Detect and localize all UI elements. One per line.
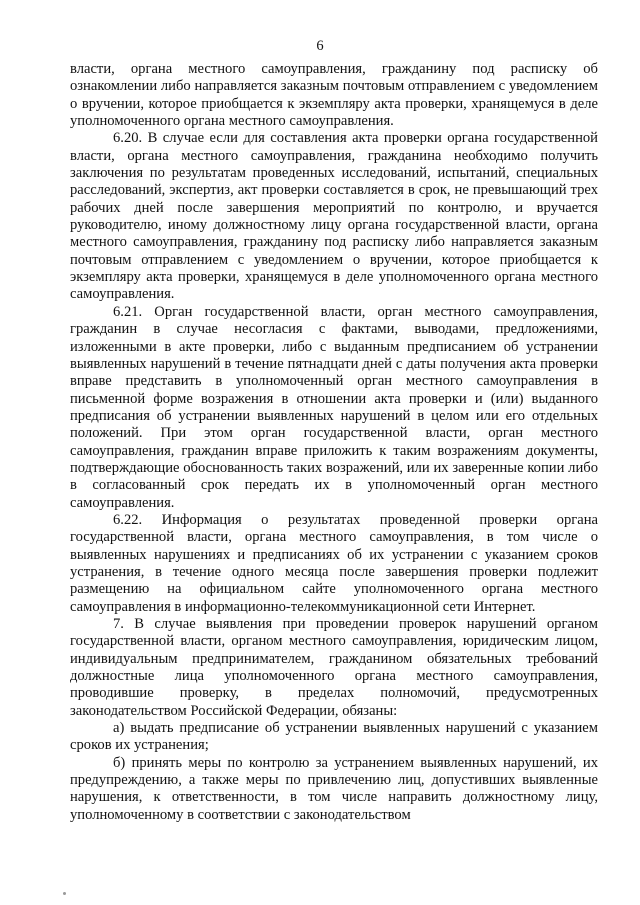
paragraph-7-b: б) принять меры по контролю за устранением выявленных нарушений, их предупреждению, а также меры по привлечению лиц, допустивших выявленные нарушения, к ответственности, в том числе направить должностному лицу, уполномоченному в соответствии с законодательством <box>70 754 598 823</box>
paragraph-6-20: 6.20. В случае если для составления акта проверки органа государственной власти, органа местного самоуправления, гражданина необходимо получить заключения по результатам проведенных исследований, испытаний, специальных расследований, экспертиз, акт проверки составляется в срок, не превышающий трех рабочих дней после завершения мероприятий по контролю, и вручается руководителю, иному должностному лицу органа государственной власти, органа местного самоуправления, гражданину под расписку либо направляется заказным почтовым отправлением с уведомлением о вручении, которое приобщается к экземпляру акта проверки, хранящемуся в деле уполномоченного органа местного самоуправления. <box>70 130 598 303</box>
paragraph-7: 7. В случае выявления при проведении проверок нарушений органом государственной власти, органом местного самоуправления, юридическим лицом, индивидуальным предпринимателем, гражданином обязательных требований должностные лица уполномоченного органа местного самоуправления, проводившие проверку, в пределах полномочий, предусмотренных законодательством Российской Федерации, обязаны: <box>70 616 598 719</box>
scan-artifact <box>63 892 66 895</box>
page-number: 6 <box>316 38 324 54</box>
paragraph-6-22: 6.22. Информация о результатах проведенной проверки органа государственной власти, органа местного самоуправления, в том числе о выявленных нарушениях и предписаниях об их устранении с указанием сроков устранения, в течение одного месяца после завершения проверки подлежит размещению на официальном сайте уполномоченного органа местного самоуправления в информационно-телекоммуникационной сети Интернет. <box>70 511 598 615</box>
document-body <box>70 61 598 824</box>
paragraph-7-a: а) выдать предписание об устранении выявленных нарушений с указанием сроков их устранения; <box>70 720 598 754</box>
paragraph-continuation: власти, органа местного самоуправления, гражданину под расписку об ознакомлении либо направляется заказным почтовым отправлением с уведомлением о вручении, которое приобщается к экземпляру акта проверки, хранящемуся в деле уполномоченного органа местного самоуправления. <box>70 61 598 130</box>
paragraph-6-21: 6.21. Орган государственной власти, орган местного самоуправления, гражданин в случае несогласия с фактами, выводами, предложениями, изложенными в акте проверки, либо с выданным предписанием об устранении выявленных нарушений в течение пятнадцати дней с даты получения акта проверки вправе представить в уполномоченный орган местного самоуправления в письменной форме возражения в отношении акта проверки и (или) выданного предписания об устранении выявленных нарушений в целом или его отдельных положений. При этом орган государственной власти, орган местного самоуправления, гражданин вправе приложить к таким возражениям документы, подтверждающие обоснованность таких возражений, или их заверенные копии либо в согласованный срок передать их в уполномоченный орган местного самоуправления. <box>70 303 598 511</box>
